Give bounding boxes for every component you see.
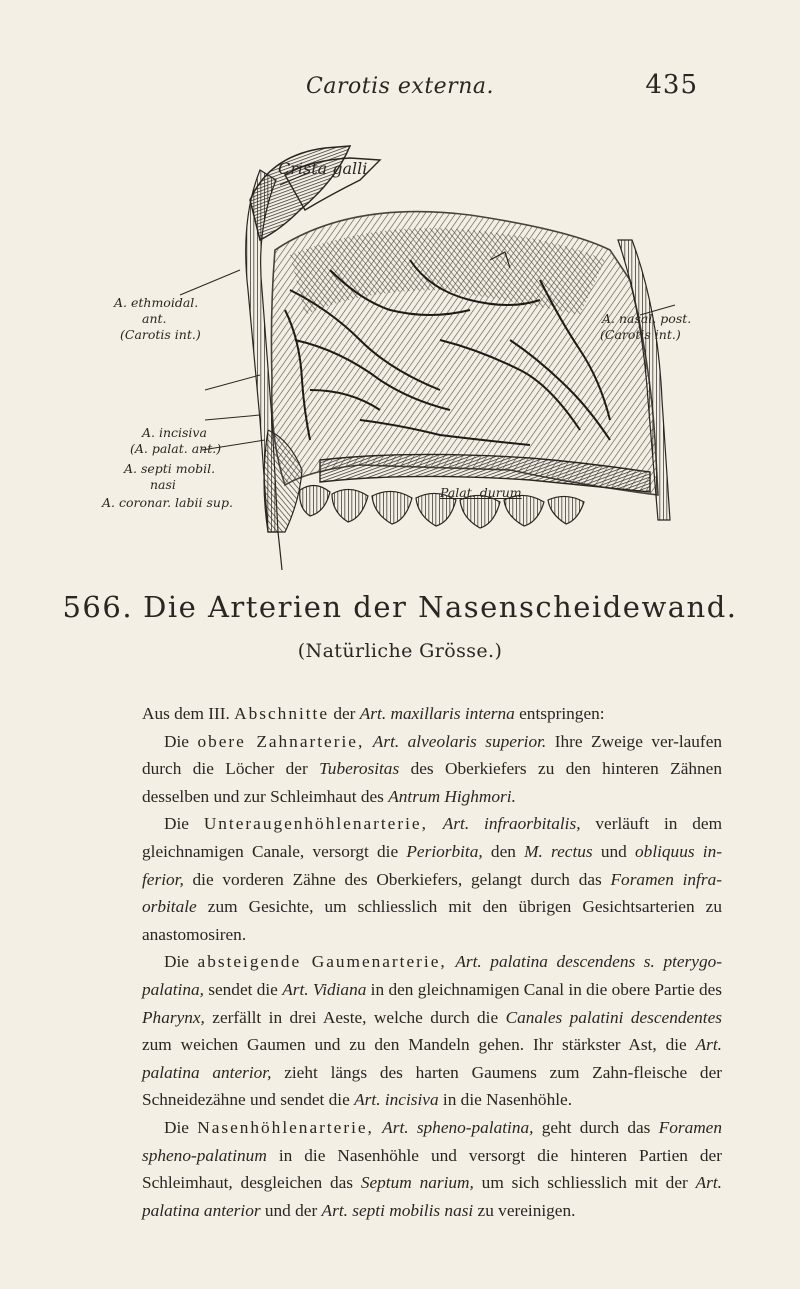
label-septi-1: A. septi mobil. (124, 461, 216, 476)
label-nasal-post-2: (Carotis int.) (600, 327, 681, 342)
paragraph-2: Die obere Zahnarterie, Art. alveolaris superior. Ihre Zweige ver-laufen durch die Löcher der Tuberositas des Oberkiefers zu den hinteren Zähnen desselben und zur Schleimhaut des Antrum Highmori. (142, 731, 722, 806)
label-coronar: A. coronar. labii sup. (102, 495, 233, 510)
figure-number: 566. (62, 590, 134, 624)
figure-title: Die Arterien der Nasenscheidewand. (143, 590, 738, 624)
label-incisiva-1: A. incisiva (142, 425, 207, 440)
label-ethmoidal-2: ant. (142, 311, 167, 326)
label-nasal-post-1: A. nasal. post. (602, 311, 692, 326)
lower-stem (278, 532, 282, 570)
anatomical-illustration (102, 140, 730, 575)
label-ethmoidal-3: (Carotis int.) (120, 327, 201, 342)
label-septi-2: nasi (150, 477, 176, 492)
figure-caption (0, 590, 800, 624)
paragraph-4: Die absteigende Gaumenarterie, Art. palatina descendens s. pterygo-palatina, sendet die Art. Vidiana in den gleichnamigen Canal in die obere Partie des Pharynx, zerfällt in drei Aeste, welche durch die Canales palatini descendentes zum weichen Gaumen und zu den Mandeln gehen. Ihr stärkster Ast, die Art. palatina anterior, zieht längs des harten Gaumens zum Zahn-fleische der Schneidezähne und sendet die Art. incisiva in die Nasenhöhle. (142, 952, 722, 1110)
paragraph-5: Die Nasenhöhlenarterie, Art. spheno-palatina, geht durch das Foramen spheno-palatinum in die Nasenhöhle und versorgt die hinteren Partien der Schleimhaut, desgleichen das Septum narium, um sich schliesslich mit der Art. palatina anterior und der Art. septi mobilis nasi zu vereinigen. (142, 1117, 722, 1220)
label-ethmoidal-1: A. ethmoidal. (114, 295, 199, 310)
paragraph-3: Die Unteraugenhöhlenarterie, Art. infraorbitalis, verläuft in dem gleichnamigen Canale, versorgt die Periorbita, den M. rectus und obliquus in-ferior, die vorderen Zähne des Oberkiefers, gelangt durch das Foramen infra-orbitale zum Gesichte, um schliesslich mit den übrigen Gesichtsarterien zu anastomosiren. (142, 814, 723, 944)
page-number: 435 (645, 70, 698, 100)
label-crista-galli: Crista galli (278, 159, 368, 178)
figure-subcaption: (Natürliche Grösse.) (297, 640, 503, 662)
label-palat-durum: Palat. durum (440, 485, 522, 500)
paragraph-1: Aus dem III. Abschnitte der Art. maxillaris interna entspringen: (142, 704, 605, 723)
running-title: Carotis externa. (306, 74, 494, 99)
body-text (142, 700, 722, 1224)
running-head (0, 60, 800, 110)
label-incisiva-2: (A. palat. ant.) (130, 441, 222, 456)
